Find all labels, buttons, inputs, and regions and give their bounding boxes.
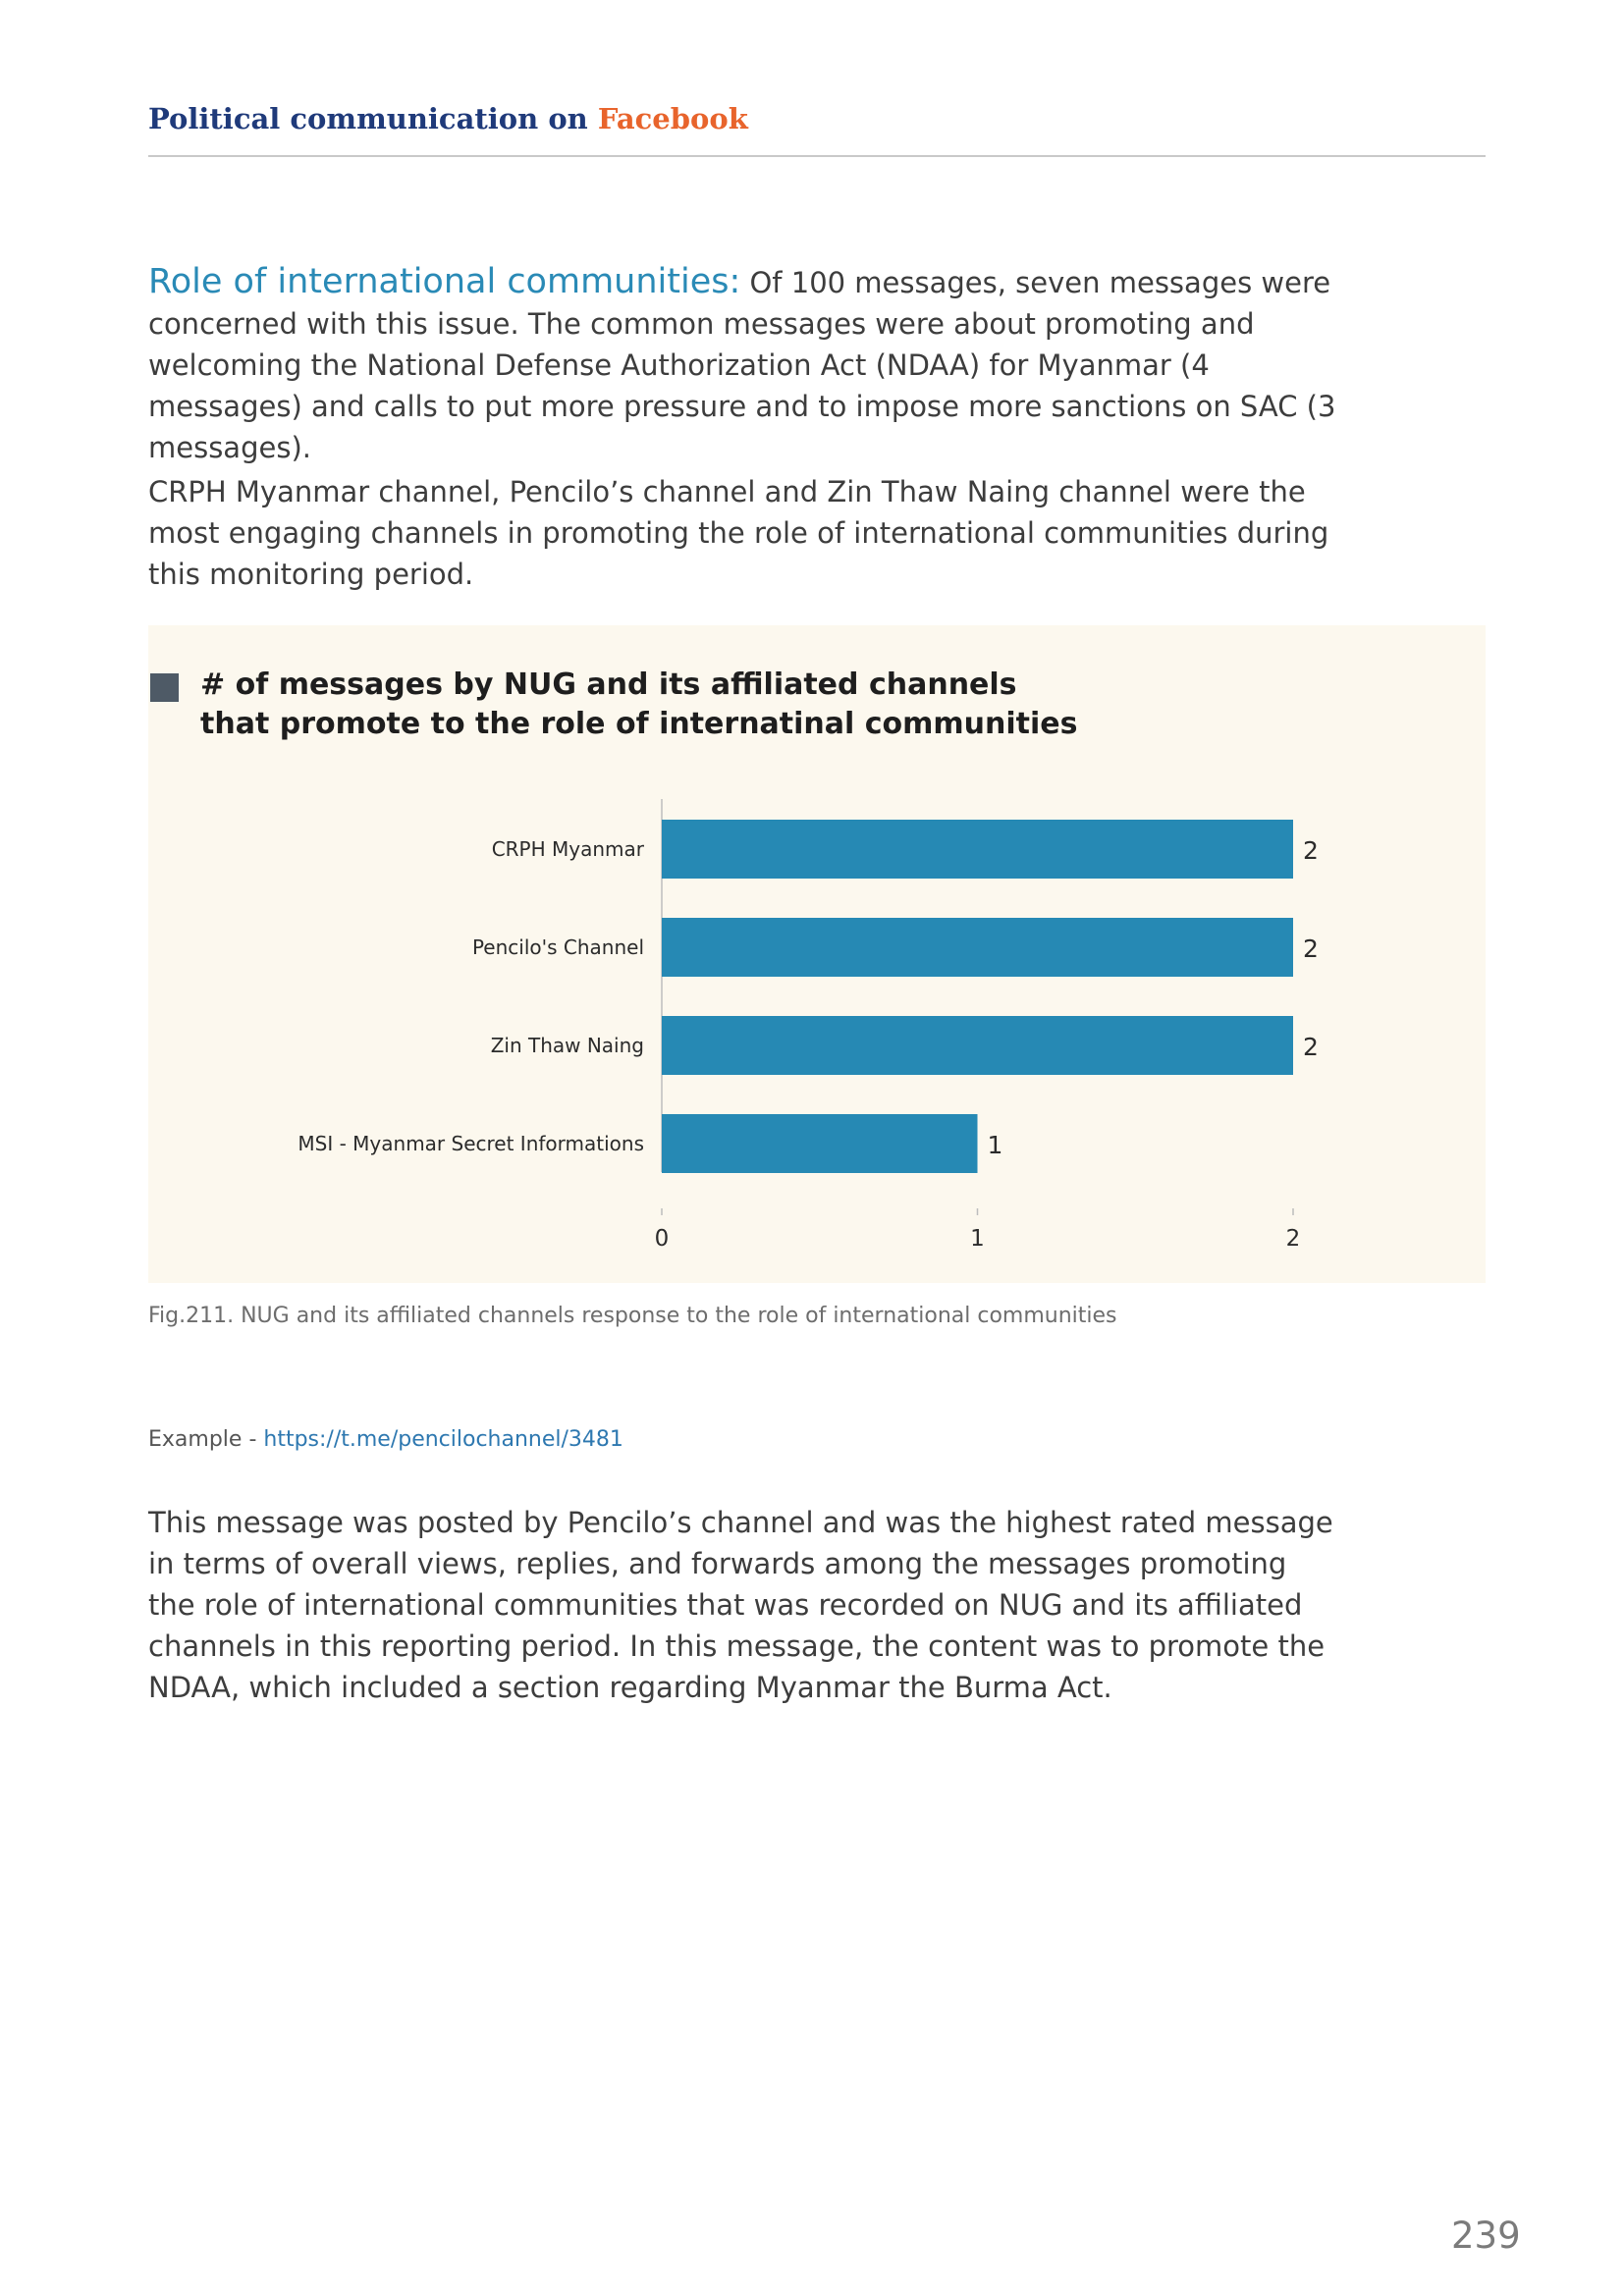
value-label: 2 xyxy=(1303,836,1319,865)
header-rule xyxy=(148,155,1486,157)
bar-chart xyxy=(148,625,1486,1283)
category-label: Pencilo's Channel xyxy=(471,935,644,959)
example-label: Example - xyxy=(148,1427,264,1452)
running-header xyxy=(148,102,748,135)
category-label: CRPH Myanmar xyxy=(491,837,644,861)
category-label: MSI - Myanmar Secret Informations xyxy=(298,1132,644,1155)
bar xyxy=(662,918,1293,977)
figure-caption: Fig.211. NUG and its affiliated channels response to the role of international communities xyxy=(148,1304,1117,1328)
paragraph-body: Of 100 messages, seven messages were concerned with this issue. The common messages were about promoting and welcoming the National Defense Authorization Act (NDAA) for Myanmar (4 messages) and calls to put more pressure and to impose more sanctions on SAC (3 messages). xyxy=(148,266,1336,464)
section-lead-heading: Role of international communities: xyxy=(148,262,741,301)
paragraph-international-communities xyxy=(148,261,1336,468)
x-tick-label: 2 xyxy=(1285,1226,1301,1252)
running-header-main: Political communication on xyxy=(148,102,598,135)
x-tick-label: 0 xyxy=(654,1226,670,1252)
page-number: 239 xyxy=(1451,2215,1521,2257)
paragraph-example-description: This message was posted by Pencilo’s channel and was the highest rated message in terms of overall views, replies, and forwards among the messages promoting the role of international communities that was recorded on NUG and its affiliated channels in this reporting period. In this message, the content was to promote the NDAA, which included a section regarding Myanmar the Burma Act. xyxy=(148,1506,1333,1704)
example-link[interactable]: https://t.me/pencilochannel/3481 xyxy=(263,1427,623,1452)
value-label: 2 xyxy=(1303,1033,1319,1061)
running-header-accent: Facebook xyxy=(597,102,748,135)
example-line xyxy=(148,1427,623,1452)
x-tick-label: 1 xyxy=(970,1226,985,1252)
category-label: Zin Thaw Naing xyxy=(490,1034,644,1057)
value-label: 2 xyxy=(1303,934,1319,963)
chart-title-line-1: # of messages by NUG and its affiliated channels xyxy=(200,667,1017,702)
bar xyxy=(662,1114,978,1173)
paragraph-engaging-channels: CRPH Myanmar channel, Pencilo’s channel and Zin Thaw Naing channel were the most engaging channels in promoting the role of international communities during this monitoring period. xyxy=(148,475,1329,591)
value-label: 1 xyxy=(987,1131,1003,1159)
bar xyxy=(662,1016,1293,1075)
chart-title-line-2: that promote to the role of internatinal communities xyxy=(200,707,1078,741)
bar xyxy=(662,820,1293,879)
